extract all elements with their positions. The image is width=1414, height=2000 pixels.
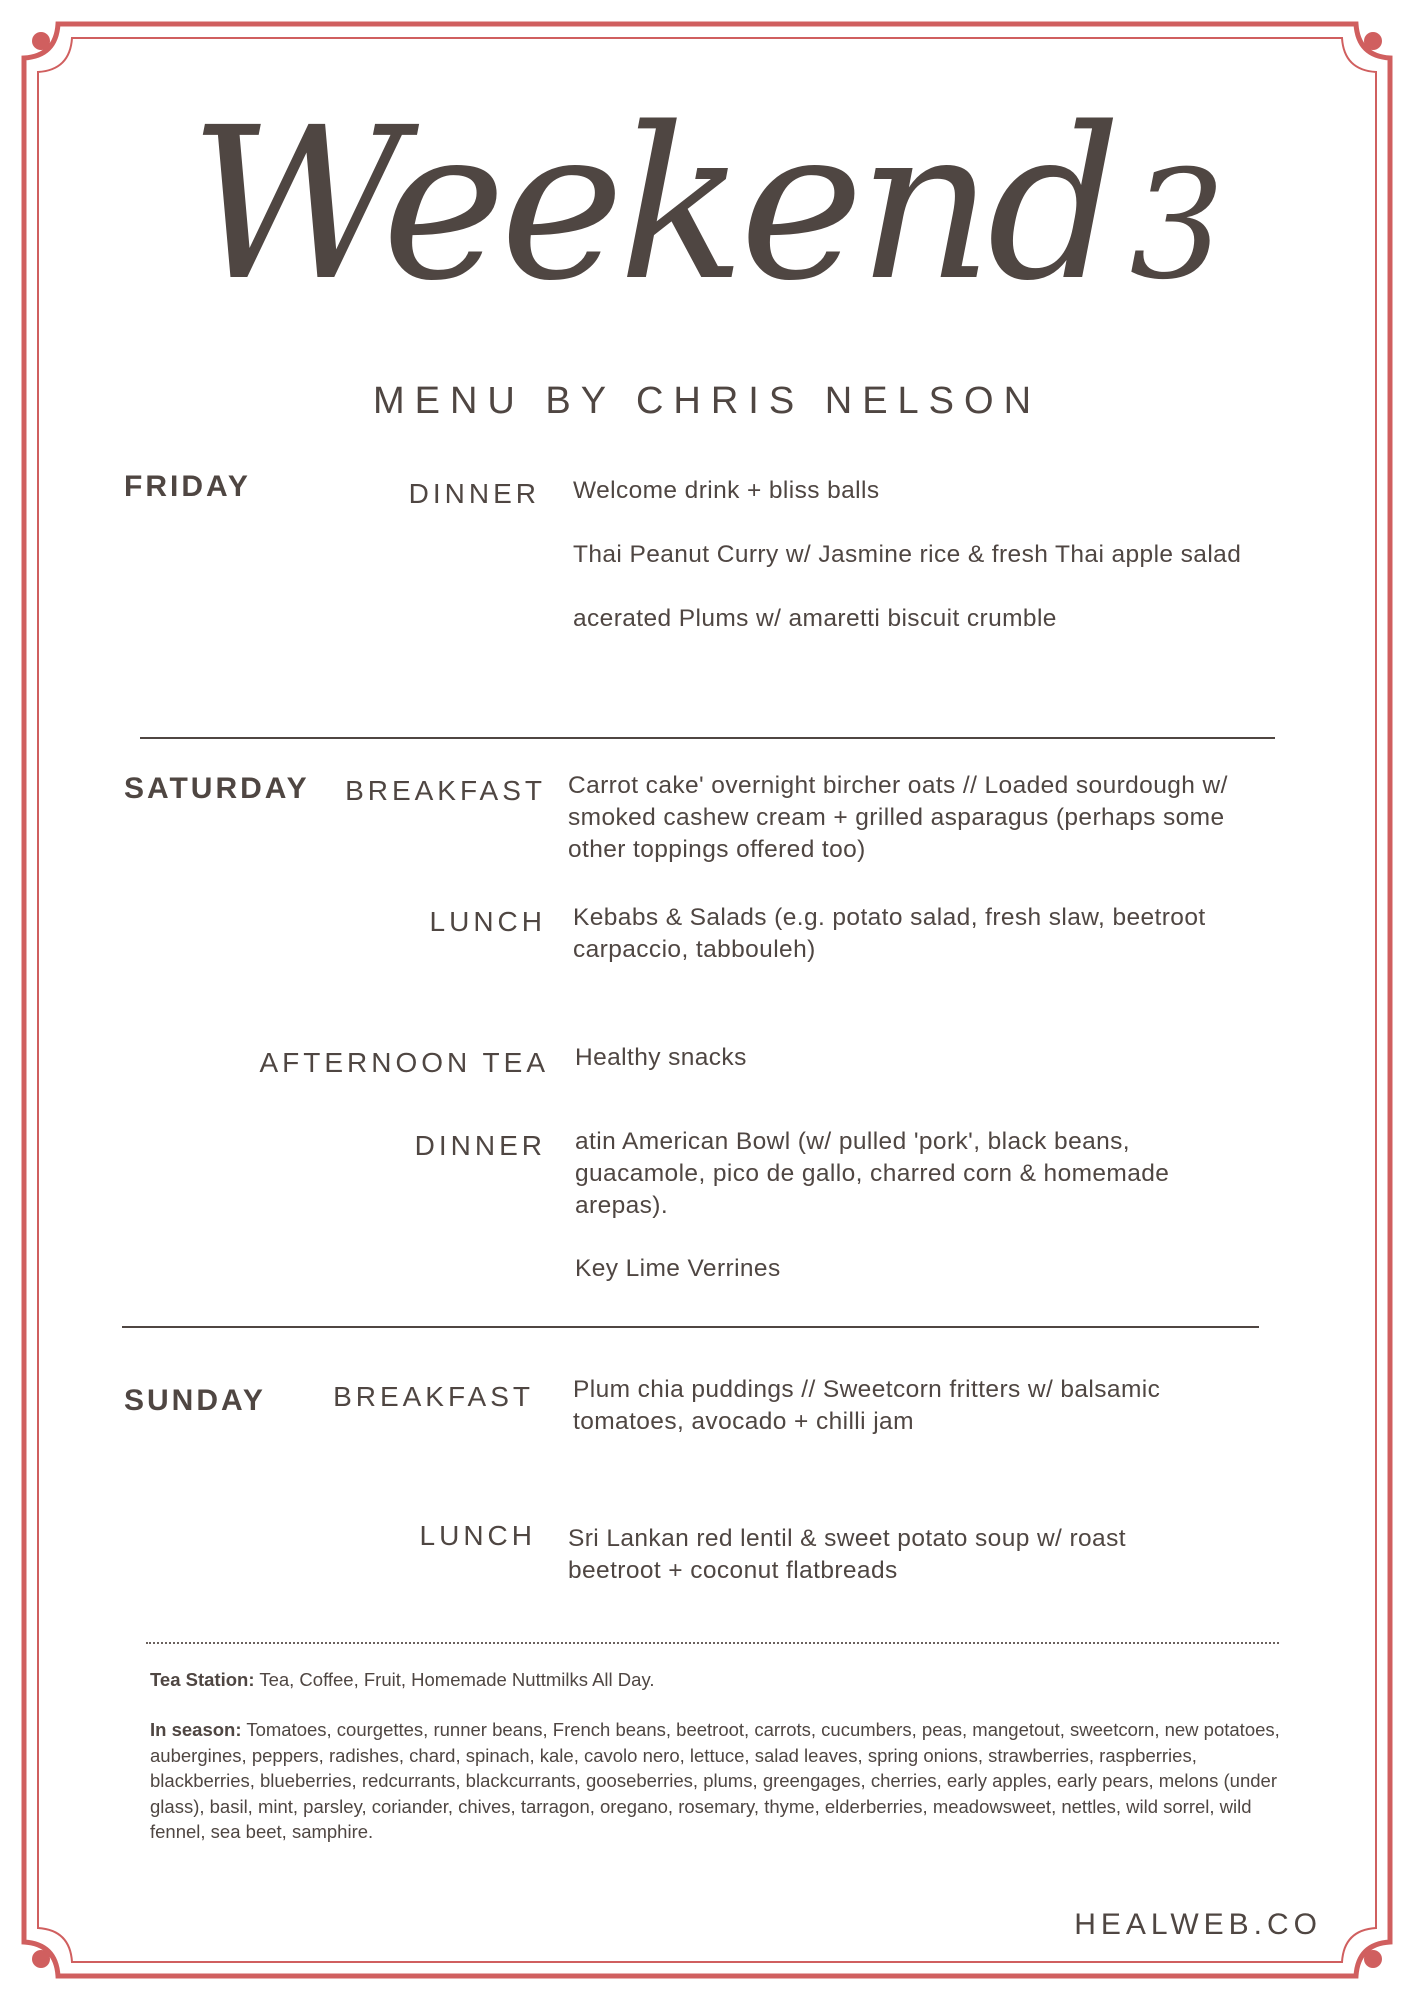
- text-line: carpaccio, tabbouleh): [573, 936, 816, 963]
- tea-station-label: Tea Station:: [150, 1669, 255, 1690]
- section-divider: [122, 1326, 1259, 1328]
- text-line: Plum chia puddings // Sweetcorn fritters w/ balsamic: [573, 1376, 1161, 1403]
- title-word: Weekend: [189, 82, 1116, 327]
- friday-dinner-item: Welcome drink + bliss balls: [573, 477, 880, 504]
- saturday-afternoon-tea-text: Healthy snacks: [575, 1044, 747, 1071]
- friday-dinner-item: acerated Plums w/ amaretti biscuit crumble: [573, 605, 1057, 632]
- day-sunday: SUNDAY: [124, 1384, 266, 1417]
- text-line: atin American Bowl (w/ pulled 'pork', black beans,: [575, 1128, 1131, 1155]
- saturday-dinner-label: DINNER: [414, 1130, 546, 1161]
- saturday-afternoon-tea-label: AFTERNOON TEA: [259, 1047, 549, 1078]
- text-line: Sri Lankan red lentil & sweet potato soup w/ roast: [568, 1525, 1126, 1552]
- text-line: beetroot + coconut flatbreads: [568, 1557, 898, 1584]
- saturday-breakfast-label: BREAKFAST: [345, 775, 546, 806]
- title-number: 3: [1129, 139, 1225, 313]
- text-line: tomatoes, avocado + chilli jam: [573, 1408, 914, 1435]
- friday-dinner-label: DINNER: [408, 478, 540, 509]
- in-season-note: [150, 1717, 1280, 1845]
- day-friday: FRIDAY: [124, 470, 251, 503]
- menu-title: [0, 60, 1414, 350]
- saturday-dinner-text: [575, 1126, 1169, 1222]
- corner-dot-bottom-right: [1364, 1950, 1382, 1968]
- footer-divider: [146, 1642, 1279, 1644]
- text-line: guacamole, pico de gallo, charred corn & homemade: [575, 1160, 1170, 1187]
- tea-station-note: [150, 1667, 1280, 1693]
- in-season-text: Tomatoes, courgettes, runner beans, French beans, beetroot, carrots, cucumbers, peas, mangetout, sweetcorn, new potatoes, aubergines, peppers, radishes, chard, spinach, kale, cavolo nero, lettuce, salad leaves, spring onions, strawberries, raspberries, blackberries, blueberries, redcurrants, blackcurrants, gooseberries, plums, greengages, cherries, early apples, early pears, melons (under glass), basil, mint, parsley, coriander, chives, tarragon, oregano, rosemary, thyme, elderberries, meadowsweet, nettles, wild sorrel, wild fennel, sea beet, samphire.: [150, 1719, 1280, 1842]
- website-link[interactable]: HEALWEB.CO: [1074, 1908, 1322, 1941]
- saturday-lunch-text: [573, 902, 1206, 966]
- corner-dot-bottom-left: [32, 1950, 50, 1968]
- saturday-dessert-text: Key Lime Verrines: [575, 1255, 781, 1282]
- text-line: other toppings offered too): [568, 836, 866, 863]
- section-divider: [140, 737, 1275, 739]
- saturday-breakfast-text: [568, 770, 1228, 866]
- text-line: Carrot cake' overnight bircher oats // Loaded sourdough w/: [568, 772, 1228, 799]
- day-saturday: SATURDAY: [124, 772, 310, 805]
- menu-subtitle: MENU BY CHRIS NELSON: [372, 380, 1042, 422]
- friday-dinner-item: Thai Peanut Curry w/ Jasmine rice & fresh Thai apple salad: [573, 541, 1242, 568]
- in-season-label: In season:: [150, 1719, 242, 1740]
- sunday-breakfast-text: [573, 1374, 1160, 1438]
- text-line: Kebabs & Salads (e.g. potato salad, fresh slaw, beetroot: [573, 904, 1206, 931]
- sunday-breakfast-label: BREAKFAST: [333, 1381, 534, 1412]
- corner-dot-top-right: [1364, 32, 1382, 50]
- sunday-lunch-label: LUNCH: [419, 1520, 536, 1551]
- saturday-lunch-label: LUNCH: [429, 906, 546, 937]
- text-line: smoked cashew cream + grilled asparagus (perhaps some: [568, 804, 1225, 831]
- text-line: arepas).: [575, 1192, 669, 1219]
- sunday-lunch-text: [568, 1523, 1126, 1587]
- corner-dot-top-left: [32, 32, 50, 50]
- tea-station-text: Tea, Coffee, Fruit, Homemade Nuttmilks All Day.: [259, 1669, 655, 1690]
